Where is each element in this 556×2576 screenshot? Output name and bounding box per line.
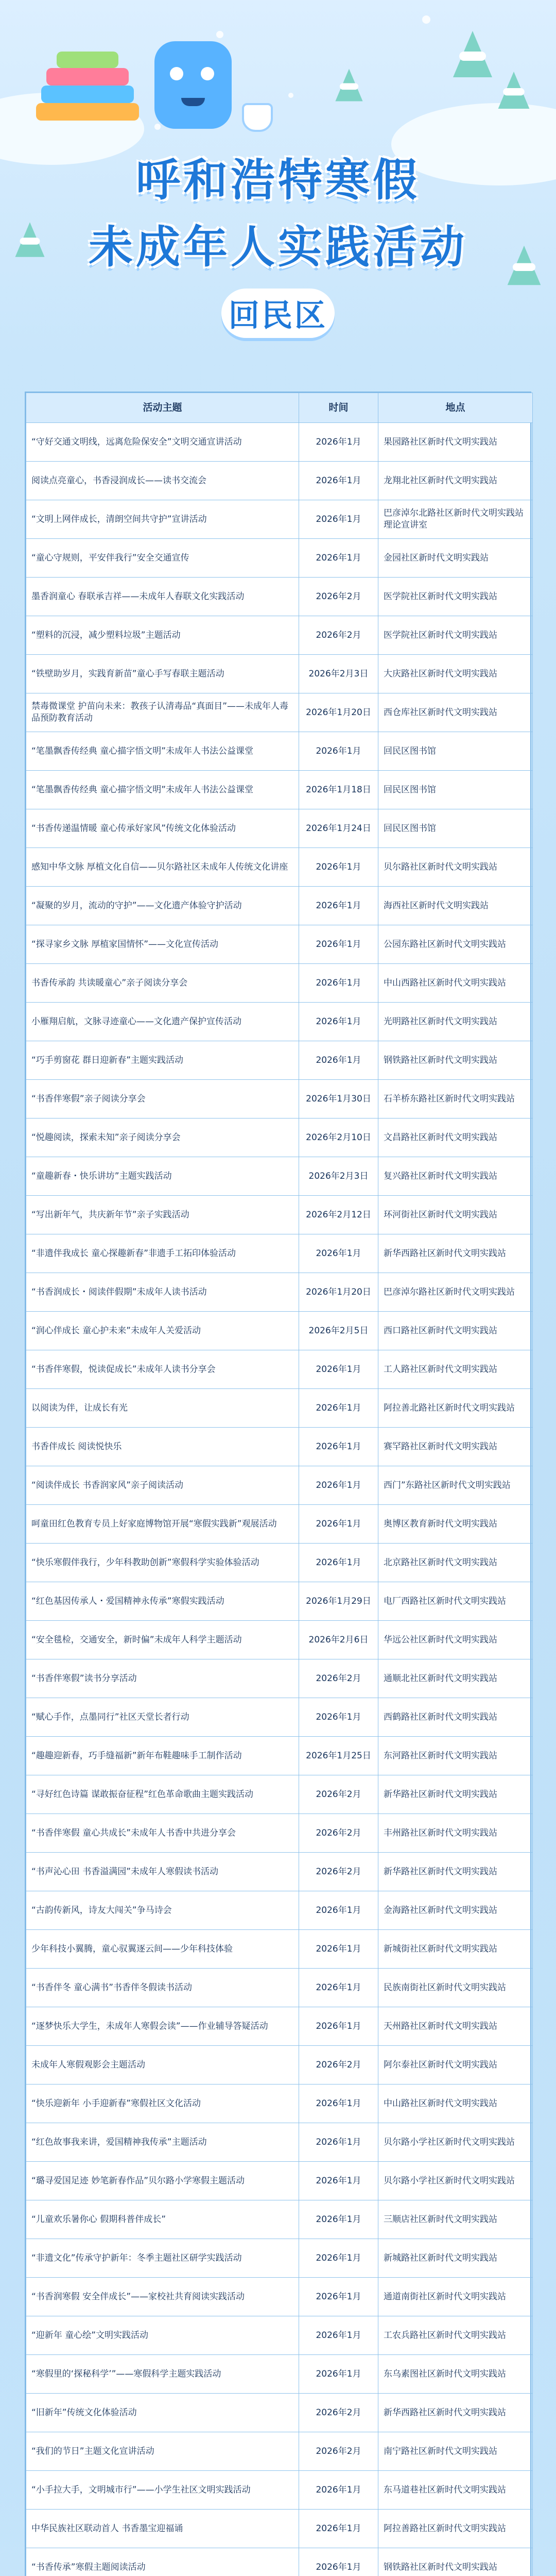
- cell-theme: “我们的节日”主题文化宣讲活动: [26, 2432, 299, 2471]
- cell-time: 2026年1月: [299, 2355, 378, 2394]
- table-row: [26, 1737, 533, 1775]
- cell-location: 新华西路社区新时代文明实践站: [378, 1234, 533, 1273]
- cell-theme: “璐寻爱国足迹 妙笔新春作品”贝尔路小学寒假主题活动: [26, 2162, 299, 2200]
- cell-theme: “旧新年”传统文化体验活动: [26, 2394, 299, 2432]
- table-row: [26, 771, 533, 809]
- table-row: [26, 2084, 533, 2123]
- cell-time: 2026年1月: [299, 500, 378, 539]
- cell-location: 工人路社区新时代文明实践站: [378, 1350, 533, 1389]
- tree-icon: [335, 69, 362, 101]
- cell-time: 2026年1月: [299, 1428, 378, 1466]
- cell-time: 2026年1月25日: [299, 1737, 378, 1775]
- cell-theme: “书香伴寒假 童心共成长”未成年人书香中共进分享会: [26, 1814, 299, 1853]
- cell-theme: “塑料的沉浸，减少塑料垃圾”主题活动: [26, 616, 299, 655]
- table-row: [26, 2239, 533, 2278]
- cell-time: 2026年1月: [299, 848, 378, 887]
- table-row: [26, 1389, 533, 1428]
- table-row: [26, 1814, 533, 1853]
- cell-time: 2026年1月30日: [299, 1080, 378, 1118]
- cell-theme: 以阅读为伴，让成长有光: [26, 1389, 299, 1428]
- cell-theme: “寒假里的‘探秘科学’”——寒假科学主题实践活动: [26, 2355, 299, 2394]
- cell-time: 2026年1月18日: [299, 771, 378, 809]
- cell-time: 2026年1月: [299, 539, 378, 578]
- cell-location: 回民区图书馆: [378, 809, 533, 848]
- cell-theme: “书香润成长・阅读伴假期”未成年人读书活动: [26, 1273, 299, 1312]
- cell-location: 西门”东路社区新时代文明实践站: [378, 1466, 533, 1505]
- cell-theme: “快乐迎新年 小手迎新春”寒假社区文化活动: [26, 2084, 299, 2123]
- table-row: [26, 616, 533, 655]
- cell-time: 2026年1月: [299, 1041, 378, 1080]
- cell-time: 2026年1月: [299, 462, 378, 500]
- table-row: [26, 732, 533, 771]
- cell-theme: “书香传承”寒假主题阅读活动: [26, 2548, 299, 2576]
- table-row: [26, 1196, 533, 1234]
- cell-location: 新华西路社区新时代文明实践站: [378, 2394, 533, 2432]
- cell-time: 2026年1月: [299, 732, 378, 771]
- cell-theme: “书香伴寒假”亲子阅读分享会: [26, 1080, 299, 1118]
- cell-time: 2026年1月: [299, 1544, 378, 1582]
- table-row: [26, 2316, 533, 2355]
- cell-location: 钢铁路社区新时代文明实践站: [378, 2548, 533, 2576]
- cell-time: 2026年1月: [299, 1350, 378, 1389]
- cell-theme: “安全毯检，交通安全，新时偏”未成年人科学主题活动: [26, 1621, 299, 1659]
- cell-location: 新华路社区新时代文明实践站: [378, 1853, 533, 1891]
- cell-location: 医学院社区新时代文明实践站: [378, 578, 533, 616]
- table-row: [26, 1041, 533, 1080]
- cell-time: 2026年2月: [299, 2394, 378, 2432]
- cell-location: 南宁路社区新时代文明实践站: [378, 2432, 533, 2471]
- cell-location: 丰州路社区新时代文明实践站: [378, 1814, 533, 1853]
- cell-theme: 未成年人寒假观影会主题活动: [26, 2046, 299, 2084]
- table-row: [26, 2278, 533, 2316]
- table-row: [26, 1157, 533, 1196]
- table-row: [26, 1466, 533, 1505]
- table-row: [26, 500, 533, 539]
- cell-time: 2026年2月12日: [299, 1196, 378, 1234]
- cell-theme: “书香润寒假 安全伴成长”——家校社共育阅读实践活动: [26, 2278, 299, 2316]
- cell-time: 2026年1月: [299, 2510, 378, 2548]
- cell-location: 复兴路社区新时代文明实践站: [378, 1157, 533, 1196]
- table-row: [26, 1698, 533, 1737]
- cell-theme: “书香伴寒假，悦读促成长”未成年人读书分享会: [26, 1350, 299, 1389]
- cell-theme: “书香传递温情暖 童心传承好家风”传统文化体验活动: [26, 809, 299, 848]
- header-banner: [0, 0, 556, 392]
- cell-location: 巴彦淖尔北路社区新时代文明实践站理论宣讲室: [378, 500, 533, 539]
- table-row: [26, 2162, 533, 2200]
- table-row: [26, 1891, 533, 1930]
- cell-time: 2026年1月: [299, 1969, 378, 2007]
- table-row: [26, 1234, 533, 1273]
- cell-time: 2026年2月: [299, 578, 378, 616]
- table-row: [26, 2200, 533, 2239]
- cell-time: 2026年2月: [299, 2432, 378, 2471]
- cell-location: 西鹤路社区新时代文明实践站: [378, 1698, 533, 1737]
- cell-location: 环河街社区新时代文明实践站: [378, 1196, 533, 1234]
- cell-theme: “书声沁心田 书香溢满园”未成年人寒假读书活动: [26, 1853, 299, 1891]
- cell-location: 文昌路社区新时代文明实践站: [378, 1118, 533, 1157]
- table-header-row: [26, 393, 533, 423]
- cell-time: 2026年1月: [299, 2239, 378, 2278]
- cell-location: 奥博区教育新时代文明实践站: [378, 1505, 533, 1544]
- table-row: [26, 1544, 533, 1582]
- cell-location: 龙翔北社区新时代文明实践站: [378, 462, 533, 500]
- cell-location: 中山路社区新时代文明实践站: [378, 2084, 533, 2123]
- cell-location: 新城街社区新时代文明实践站: [378, 1930, 533, 1969]
- table-row: [26, 964, 533, 1003]
- cell-location: 华远公社区新时代文明实践站: [378, 1621, 533, 1659]
- table-row: [26, 2548, 533, 2576]
- mascot-illustration: [154, 41, 232, 129]
- table-row: [26, 1930, 533, 1969]
- cell-location: 北京路社区新时代文明实践站: [378, 1544, 533, 1582]
- cell-theme: 中华民族社区联动首人 书香墨宝迎福诵: [26, 2510, 299, 2548]
- cell-theme: “写出新年气，共庆新年节”亲子实践活动: [26, 1196, 299, 1234]
- table-row: [26, 1582, 533, 1621]
- cell-time: 2026年1月: [299, 1505, 378, 1544]
- cell-time: 2026年2月6日: [299, 1621, 378, 1659]
- cell-theme: “童心守规则，平安伴我行”安全交通宣传: [26, 539, 299, 578]
- cell-theme: 感知中华文脉 厚植文化自信——贝尔路社区未成年人传统文化讲座: [26, 848, 299, 887]
- cell-time: 2026年1月: [299, 2471, 378, 2510]
- cell-location: 大庆路社区新时代文明实践站: [378, 655, 533, 693]
- cell-theme: “悦趣阅读，探索未知”亲子阅读分享会: [26, 1118, 299, 1157]
- books-illustration: [36, 41, 154, 149]
- table-row: [26, 2510, 533, 2548]
- cell-location: 通顺北社区新时代文明实践站: [378, 1659, 533, 1698]
- page-title-line2: 未成年人实践活动: [89, 222, 467, 273]
- table-row: [26, 1350, 533, 1389]
- cell-theme: 墨香润童心 春联承吉祥——未成年人春联文化实践活动: [26, 578, 299, 616]
- cell-time: 2026年2月5日: [299, 1312, 378, 1350]
- table-row: [26, 1312, 533, 1350]
- cell-time: 2026年2月10日: [299, 1118, 378, 1157]
- cell-time: 2026年2月: [299, 1814, 378, 1853]
- cell-time: 2026年1月: [299, 925, 378, 964]
- cell-theme: “趣趣迎新春，巧手缝福新”新年布鞋趣味手工制作活动: [26, 1737, 299, 1775]
- column-header-location: 地点: [378, 393, 533, 423]
- cell-time: 2026年1月: [299, 2007, 378, 2046]
- cell-location: 钢铁路社区新时代文明实践站: [378, 1041, 533, 1080]
- cell-time: 2026年2月3日: [299, 655, 378, 693]
- cell-theme: “古韵传新风，诗友大闯关”争马诗会: [26, 1891, 299, 1930]
- cell-theme: “文明上网伴成长，清朗空间共守护”宣讲活动: [26, 500, 299, 539]
- cell-location: 东乌素图社区新时代文明实践站: [378, 2355, 533, 2394]
- table-row: [26, 809, 533, 848]
- cell-time: 2026年1月: [299, 1389, 378, 1428]
- cell-theme: “红色故事我来讲，爱国精神我传承”主题活动: [26, 2123, 299, 2162]
- table-row: [26, 462, 533, 500]
- table-row: [26, 1775, 533, 1814]
- cell-time: 2026年2月: [299, 2046, 378, 2084]
- cell-location: 东马道巷社区新时代文明实践站: [378, 2471, 533, 2510]
- column-header-time: 时间: [299, 393, 378, 423]
- table-row: [26, 2007, 533, 2046]
- cell-time: 2026年1月: [299, 2162, 378, 2200]
- cell-location: 民族南街社区新时代文明实践站: [378, 1969, 533, 2007]
- cell-location: 贝尔路小学社区新时代文明实践站: [378, 2123, 533, 2162]
- cell-theme: “逐梦快乐大学生，未成年人寒假会读”——作业辅导答疑活动: [26, 2007, 299, 2046]
- cell-theme: “非遗文化”传承守护新年：冬季主题社区研学实践活动: [26, 2239, 299, 2278]
- table-row: [26, 1505, 533, 1544]
- table-row: [26, 1621, 533, 1659]
- cell-time: 2026年1月: [299, 1891, 378, 1930]
- table-body: [26, 423, 533, 2576]
- cell-time: 2026年1月: [299, 1003, 378, 1041]
- cell-location: 新城路社区新时代文明实践站: [378, 2239, 533, 2278]
- cell-theme: “凝聚的岁月，流动的守护”——文化遗产体验守护活动: [26, 887, 299, 925]
- cell-theme: “探寻家乡文脉 厚植家国情怀”——文化宣传活动: [26, 925, 299, 964]
- cell-theme: “守好交通文明线，远离危险保安全”文明交通宣讲活动: [26, 423, 299, 462]
- cell-location: 通道南街社区新时代文明实践站: [378, 2278, 533, 2316]
- cell-theme: “小手拉大手，文明城市行”——小学生社区文明实践活动: [26, 2471, 299, 2510]
- cell-theme: “巧手剪窗花 群日迎新春”主题实践活动: [26, 1041, 299, 1080]
- table-row: [26, 578, 533, 616]
- cell-theme: “儿童欢乐暑你心 假期科普伴成长”: [26, 2200, 299, 2239]
- cell-location: 医学院社区新时代文明实践站: [378, 616, 533, 655]
- cell-theme: “红色基因传承人・爱国精神永传承”寒假实践活动: [26, 1582, 299, 1621]
- cell-theme: 书香传承韵 共读暖童心”亲子阅读分享会: [26, 964, 299, 1003]
- activity-table: [25, 392, 531, 2576]
- teacup-icon: [242, 103, 273, 132]
- cell-location: 巴彦淖尔路社区新时代文明实践站: [378, 1273, 533, 1312]
- table-row: [26, 1969, 533, 2007]
- cell-theme: “笔墨飘香传经典 童心描字悟文明”未成年人书法公益课堂: [26, 732, 299, 771]
- cell-theme: “阅读伴成长 书香润家风”亲子阅读活动: [26, 1466, 299, 1505]
- cell-location: 赛罕路社区新时代文明实践站: [378, 1428, 533, 1466]
- cell-theme: “非遗伴我成长 童心探趣新春”非遗手工拓印体验活动: [26, 1234, 299, 1273]
- cell-time: 2026年2月: [299, 1659, 378, 1698]
- cell-theme: “润心伴成长 童心护未来”未成年人关爱活动: [26, 1312, 299, 1350]
- cell-theme: 书香伴成长 阅读悦快乐: [26, 1428, 299, 1466]
- cell-time: 2026年1月: [299, 2123, 378, 2162]
- cell-time: 2026年1月: [299, 2316, 378, 2355]
- table-row: [26, 1659, 533, 1698]
- table-row: [26, 1428, 533, 1466]
- cell-time: 2026年2月: [299, 616, 378, 655]
- cell-theme: 小雁翔启航，文脉寻迹童心——文化遗产保护宣传活动: [26, 1003, 299, 1041]
- cell-time: 2026年1月20日: [299, 693, 378, 732]
- cell-theme: “笔墨飘香传经典 童心描字悟文明”未成年人书法公益课堂: [26, 771, 299, 809]
- table-row: [26, 1118, 533, 1157]
- cell-location: 阿拉善北路社区新时代文明实践站: [378, 1389, 533, 1428]
- cell-location: 天州路社区新时代文明实践站: [378, 2007, 533, 2046]
- tree-icon: [498, 72, 530, 109]
- cell-location: 西仓库社区新时代文明实践站: [378, 693, 533, 732]
- cell-location: 阿尔泰社区新时代文明实践站: [378, 2046, 533, 2084]
- cell-theme: “赋心手作，点墨同行”社区天堂长者行动: [26, 1698, 299, 1737]
- cell-location: 中山西路社区新时代文明实践站: [378, 964, 533, 1003]
- cell-theme: 禁毒微课堂 护苗向未来：教孩子认清毒品“真面目”——未成年人毒品预防教育活动: [26, 693, 299, 732]
- table-row: [26, 423, 533, 462]
- cell-location: 石羊桥东路社区新时代文明实践站: [378, 1080, 533, 1118]
- table-row: [26, 655, 533, 693]
- cell-location: 光明路社区新时代文明实践站: [378, 1003, 533, 1041]
- cell-time: 2026年1月: [299, 2200, 378, 2239]
- cell-location: 回民区图书馆: [378, 771, 533, 809]
- cell-location: 贝尔路小学社区新时代文明实践站: [378, 2162, 533, 2200]
- cell-location: 回民区图书馆: [378, 732, 533, 771]
- table-row: [26, 2046, 533, 2084]
- cell-theme: “铁壁助岁月，实践育新苗”童心手写春联主题活动: [26, 655, 299, 693]
- table-row: [26, 539, 533, 578]
- cell-location: 阿拉善路社区新时代文明实践站: [378, 2510, 533, 2548]
- cell-time: 2026年1月: [299, 1930, 378, 1969]
- cell-time: 2026年1月: [299, 964, 378, 1003]
- cell-theme: 少年科技小翼腾，童心驭翼逐云间——少年科技体验: [26, 1930, 299, 1969]
- cell-theme: “迎新年 童心绘”文明实践活动: [26, 2316, 299, 2355]
- snowflake-icon: [288, 93, 293, 98]
- cell-location: 西口路社区新时代文明实践站: [378, 1312, 533, 1350]
- table-row: [26, 925, 533, 964]
- cell-time: 2026年1月: [299, 2278, 378, 2316]
- cell-time: 2026年1月: [299, 1466, 378, 1505]
- cell-time: 2026年1月29日: [299, 1582, 378, 1621]
- snowflake-icon: [154, 124, 161, 130]
- cell-time: 2026年1月: [299, 887, 378, 925]
- table-row: [26, 693, 533, 732]
- cell-location: 果园路社区新时代文明实践站: [378, 423, 533, 462]
- table-row: [26, 2123, 533, 2162]
- table-row: [26, 1273, 533, 1312]
- cell-theme: “童趣新春・快乐讲坊”主题实践活动: [26, 1157, 299, 1196]
- cell-location: 金海路社区新时代文明实践站: [378, 1891, 533, 1930]
- cell-time: 2026年1月: [299, 1234, 378, 1273]
- cell-time: 2026年1月24日: [299, 809, 378, 848]
- table-row: [26, 1853, 533, 1891]
- cell-time: 2026年1月: [299, 2084, 378, 2123]
- column-header-theme: 活动主题: [26, 393, 299, 423]
- cell-time: 2026年1月20日: [299, 1273, 378, 1312]
- cell-time: 2026年1月: [299, 1698, 378, 1737]
- cell-location: 贝尔路社区新时代文明实践站: [378, 848, 533, 887]
- cell-location: 新华路社区新时代文明实践站: [378, 1775, 533, 1814]
- cell-location: 三顺店社区新时代文明实践站: [378, 2200, 533, 2239]
- cell-time: 2026年1月: [299, 2548, 378, 2576]
- district-label: 回民区: [229, 298, 327, 334]
- table-row: [26, 1003, 533, 1041]
- cell-location: 海西社区新时代文明实践站: [378, 887, 533, 925]
- cell-time: 2026年2月: [299, 1775, 378, 1814]
- table-row: [26, 2355, 533, 2394]
- cell-theme: 呵童田红色教育专员上好家庭博物馆开展“寒假实践新”观展活动: [26, 1505, 299, 1544]
- cell-time: 2026年2月: [299, 1853, 378, 1891]
- cell-location: 东河路社区新时代文明实践站: [378, 1737, 533, 1775]
- cell-theme: “书香伴寒假”读书分享活动: [26, 1659, 299, 1698]
- cell-time: 2026年1月: [299, 423, 378, 462]
- table-row: [26, 848, 533, 887]
- table-row: [26, 2471, 533, 2510]
- table-row: [26, 1080, 533, 1118]
- page-title-line1: 呼和浩特寒假: [136, 155, 420, 206]
- cell-location: 工农兵路社区新时代文明实践站: [378, 2316, 533, 2355]
- tree-icon: [453, 31, 492, 77]
- cell-theme: “快乐寒假伴我行，少年科教助创新”寒假科学实验体验活动: [26, 1544, 299, 1582]
- table-row: [26, 2394, 533, 2432]
- cell-location: 电厂西路社区新时代文明实践站: [378, 1582, 533, 1621]
- district-badge: [221, 289, 335, 338]
- cell-theme: “书香伴冬 童心满书”书香伴冬假读书活动: [26, 1969, 299, 2007]
- cell-time: 2026年2月3日: [299, 1157, 378, 1196]
- cell-theme: 阅读点亮童心，书香浸润成长——读书交流会: [26, 462, 299, 500]
- cell-location: 公园东路社区新时代文明实践站: [378, 925, 533, 964]
- snowflake-icon: [422, 15, 430, 24]
- snowflake-icon: [216, 31, 223, 38]
- table-row: [26, 2432, 533, 2471]
- cell-location: 金园社区新时代文明实践站: [378, 539, 533, 578]
- cell-theme: “寻好红色诗篇 谋敢振奋征程”红色革命歌曲主题实践活动: [26, 1775, 299, 1814]
- table-row: [26, 887, 533, 925]
